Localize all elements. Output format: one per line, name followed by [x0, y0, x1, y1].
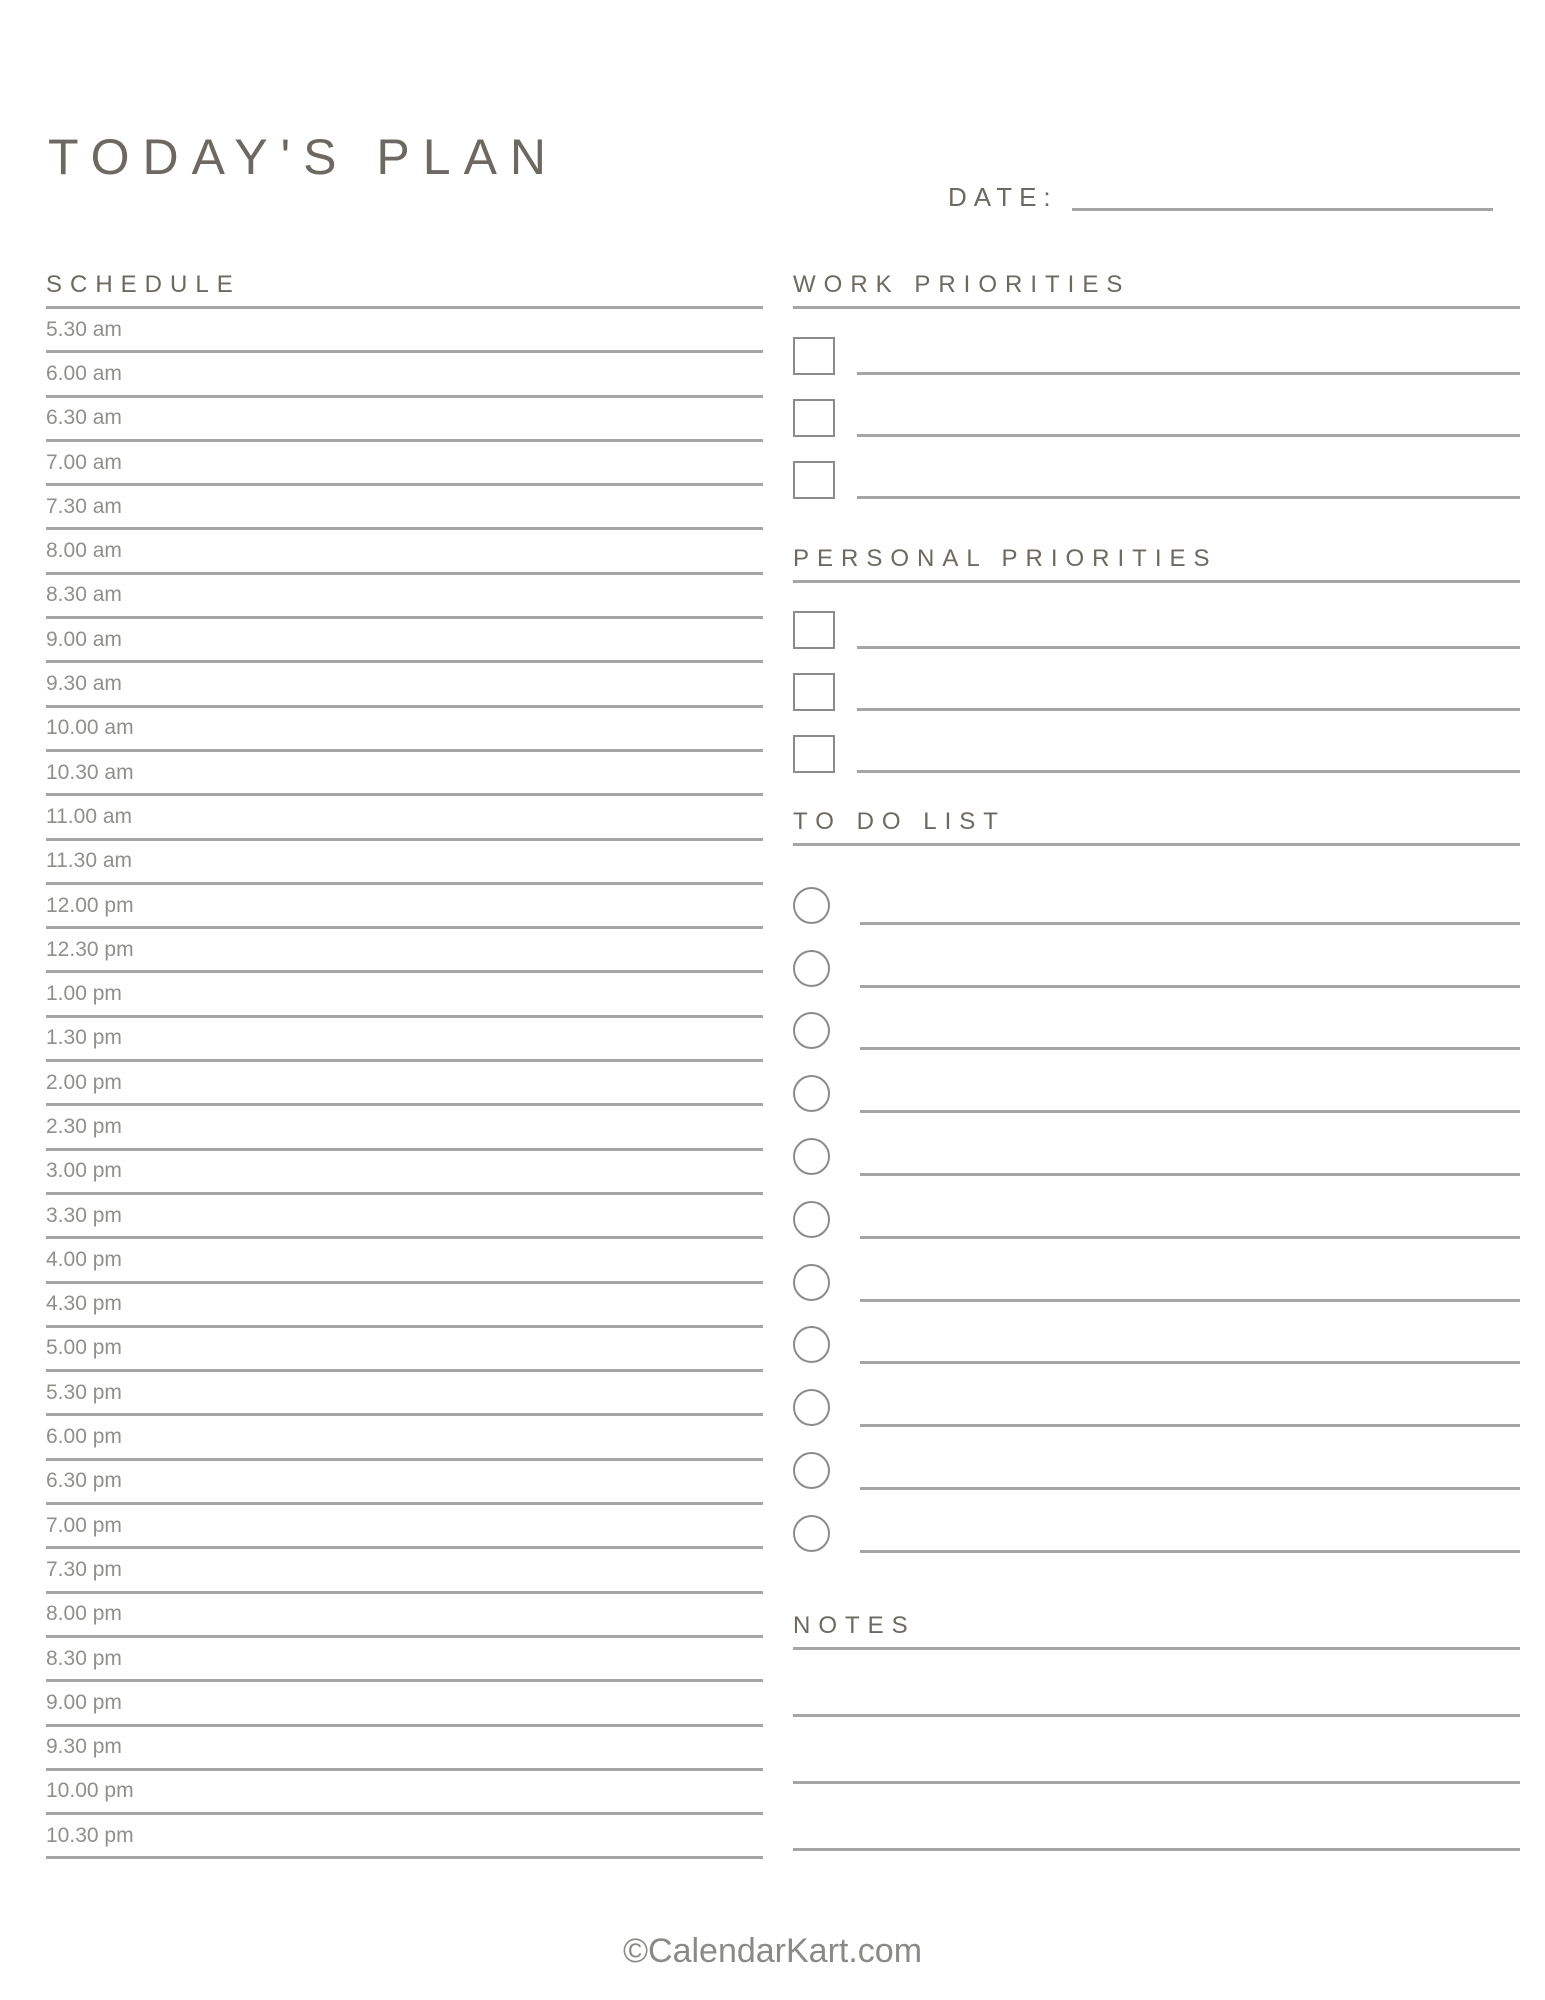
todo-bullet-circle[interactable] [793, 1515, 830, 1552]
checkbox[interactable] [793, 673, 835, 711]
todo-bullet-circle[interactable] [793, 1201, 830, 1238]
schedule-slot-row[interactable] [46, 796, 763, 840]
slot-time-label: 8.30 am [46, 583, 122, 607]
todo-bullet-circle[interactable] [793, 950, 830, 987]
todo-input-line[interactable] [860, 985, 1520, 988]
slot-time-label: 6.30 pm [46, 1469, 122, 1493]
slot-time-label: 1.00 pm [46, 982, 122, 1006]
schedule-slot-row[interactable] [46, 575, 763, 619]
footer-credit: ©CalendarKart.com [622, 1932, 923, 1970]
schedule-slot-row[interactable] [46, 1594, 763, 1638]
slot-time-label: 11.30 am [46, 849, 132, 873]
notes-heading-rule [793, 1647, 1520, 1650]
slot-time-label: 5.00 pm [46, 1336, 122, 1360]
priority-row [793, 649, 1520, 711]
personal-priorities-list [793, 583, 1520, 773]
slot-time-label: 6.30 am [46, 406, 122, 430]
slot-time-label: 9.30 am [46, 672, 122, 696]
todo-bullet-circle[interactable] [793, 887, 830, 924]
schedule-slot-row[interactable] [46, 1062, 763, 1106]
schedule-heading: SCHEDULE [46, 271, 241, 298]
todo-row [793, 1490, 1520, 1553]
schedule-slot-row[interactable] [46, 1416, 763, 1460]
schedule-section [46, 270, 763, 1859]
slot-time-label: 4.30 pm [46, 1292, 122, 1316]
priority-input-line[interactable] [857, 372, 1520, 375]
right-column [793, 270, 1520, 1851]
note-input-line[interactable] [793, 1714, 1520, 1717]
todo-bullet-circle[interactable] [793, 1389, 830, 1426]
schedule-slot-row[interactable] [46, 442, 763, 486]
schedule-slot-row[interactable] [46, 1505, 763, 1549]
slot-time-label: 8.00 pm [46, 1602, 122, 1626]
note-input-line[interactable] [793, 1848, 1520, 1851]
slot-time-label: 7.00 am [46, 450, 122, 474]
slot-time-label: 7.30 am [46, 494, 122, 518]
date-label: DATE: [948, 182, 1058, 212]
schedule-slot-row[interactable] [46, 1727, 763, 1771]
schedule-slot-row[interactable] [46, 530, 763, 574]
schedule-slot-row[interactable] [46, 1239, 763, 1283]
todo-row [793, 1239, 1520, 1302]
priority-row [793, 375, 1520, 437]
checkbox[interactable] [793, 337, 835, 375]
priority-input-line[interactable] [857, 646, 1520, 649]
slot-time-label: 9.00 am [46, 627, 122, 651]
todo-row [793, 862, 1520, 925]
schedule-slot-row[interactable] [46, 309, 763, 353]
work-priorities-list [793, 309, 1520, 499]
notes-heading: NOTES [793, 1611, 916, 1639]
todo-row [793, 1364, 1520, 1427]
schedule-slot-row[interactable] [46, 1151, 763, 1195]
todo-input-line[interactable] [860, 1047, 1520, 1050]
schedule-slot-row[interactable] [46, 973, 763, 1017]
todo-input-line[interactable] [860, 922, 1520, 925]
todo-input-line[interactable] [860, 1424, 1520, 1427]
schedule-slot-row[interactable] [46, 1461, 763, 1505]
slot-time-label: 12.30 pm [46, 937, 134, 961]
checkbox[interactable] [793, 611, 835, 649]
checkbox[interactable] [793, 461, 835, 499]
schedule-slot-row[interactable] [46, 708, 763, 752]
schedule-slot-row[interactable] [46, 1328, 763, 1372]
checkbox[interactable] [793, 735, 835, 773]
schedule-slot-row[interactable] [46, 1682, 763, 1726]
slot-time-label: 8.30 pm [46, 1646, 122, 1670]
todo-input-line[interactable] [860, 1550, 1520, 1553]
slot-time-label: 12.00 pm [46, 893, 134, 917]
schedule-slot-row[interactable] [46, 1771, 763, 1815]
todo-bullet-circle[interactable] [793, 1012, 830, 1049]
schedule-slot-row[interactable] [46, 1638, 763, 1682]
schedule-slot-row[interactable] [46, 663, 763, 707]
slot-time-label: 3.30 pm [46, 1203, 122, 1227]
date-field [948, 182, 1493, 213]
schedule-slot-row[interactable] [46, 1195, 763, 1239]
slot-time-label: 10.30 am [46, 760, 134, 784]
todo-bullet-circle[interactable] [793, 1138, 830, 1175]
todo-row [793, 1302, 1520, 1365]
todo-section [793, 807, 1520, 1553]
schedule-slot-row[interactable] [46, 486, 763, 530]
todo-row [793, 1050, 1520, 1113]
checkbox[interactable] [793, 399, 835, 437]
priority-input-line[interactable] [857, 708, 1520, 711]
personal-priorities-section [793, 544, 1520, 773]
schedule-slot-row[interactable] [46, 841, 763, 885]
slot-time-label: 10.30 pm [46, 1823, 134, 1847]
slot-time-label: 5.30 pm [46, 1380, 122, 1404]
slot-time-label: 6.00 am [46, 361, 122, 385]
schedule-slot-row[interactable] [46, 929, 763, 973]
todo-input-line[interactable] [860, 1236, 1520, 1239]
todo-input-line[interactable] [860, 1110, 1520, 1113]
schedule-slot-row[interactable] [46, 1549, 763, 1593]
schedule-slot-list [46, 309, 763, 1859]
todo-row [793, 1427, 1520, 1490]
slot-time-label: 10.00 pm [46, 1779, 134, 1803]
note-input-line[interactable] [793, 1781, 1520, 1784]
schedule-slot-row[interactable] [46, 353, 763, 397]
slot-time-label: 11.00 am [46, 804, 132, 828]
schedule-slot-row[interactable] [46, 398, 763, 442]
work-priorities-heading: WORK PRIORITIES [793, 271, 1131, 298]
slot-time-label: 8.00 am [46, 539, 122, 563]
todo-row [793, 925, 1520, 988]
slot-time-label: 9.30 pm [46, 1735, 122, 1759]
slot-time-label: 3.00 pm [46, 1159, 122, 1183]
schedule-slot-row[interactable] [46, 752, 763, 796]
todo-row [793, 988, 1520, 1051]
notes-section [793, 1611, 1520, 1851]
page-title: TODAY'S PLAN [48, 129, 560, 185]
work-priorities-section [793, 270, 1520, 499]
todo-row [793, 1176, 1520, 1239]
date-input-line[interactable] [1072, 208, 1493, 211]
schedule-slot-row[interactable] [46, 1106, 763, 1150]
slot-time-label: 2.30 pm [46, 1114, 122, 1138]
todo-heading: TO DO LIST [793, 808, 1006, 835]
slot-time-label: 4.00 pm [46, 1247, 122, 1271]
todo-row [793, 1113, 1520, 1176]
schedule-slot-row[interactable] [46, 1284, 763, 1328]
priority-input-line[interactable] [857, 770, 1520, 773]
todo-bullet-circle[interactable] [793, 1264, 830, 1301]
slot-time-label: 10.00 am [46, 716, 134, 740]
todo-input-line[interactable] [860, 1487, 1520, 1490]
schedule-slot-row[interactable] [46, 619, 763, 663]
slot-time-label: 5.30 am [46, 317, 122, 341]
schedule-slot-row[interactable] [46, 885, 763, 929]
schedule-slot-row[interactable] [46, 1815, 763, 1859]
slot-time-label: 9.00 pm [46, 1690, 122, 1714]
todo-input-line[interactable] [860, 1361, 1520, 1364]
slot-time-label: 7.00 pm [46, 1513, 122, 1537]
slot-time-label: 7.30 pm [46, 1557, 122, 1581]
todo-input-line[interactable] [860, 1299, 1520, 1302]
priority-input-line[interactable] [857, 496, 1520, 499]
priority-row [793, 313, 1520, 375]
notes-lines [793, 1714, 1520, 1851]
todo-bullet-circle[interactable] [793, 1452, 830, 1489]
todo-bullet-circle[interactable] [793, 1075, 830, 1112]
schedule-slot-row[interactable] [46, 1018, 763, 1062]
priority-row [793, 437, 1520, 499]
todo-input-line[interactable] [860, 1173, 1520, 1176]
priority-row [793, 711, 1520, 773]
personal-priorities-heading: PERSONAL PRIORITIES [793, 545, 1218, 572]
todo-list [793, 846, 1520, 1553]
slot-time-label: 6.00 pm [46, 1425, 122, 1449]
priority-input-line[interactable] [857, 434, 1520, 437]
priority-row [793, 587, 1520, 649]
schedule-slot-row[interactable] [46, 1372, 763, 1416]
slot-time-label: 2.00 pm [46, 1070, 122, 1094]
todo-bullet-circle[interactable] [793, 1326, 830, 1363]
slot-time-label: 1.30 pm [46, 1026, 122, 1050]
